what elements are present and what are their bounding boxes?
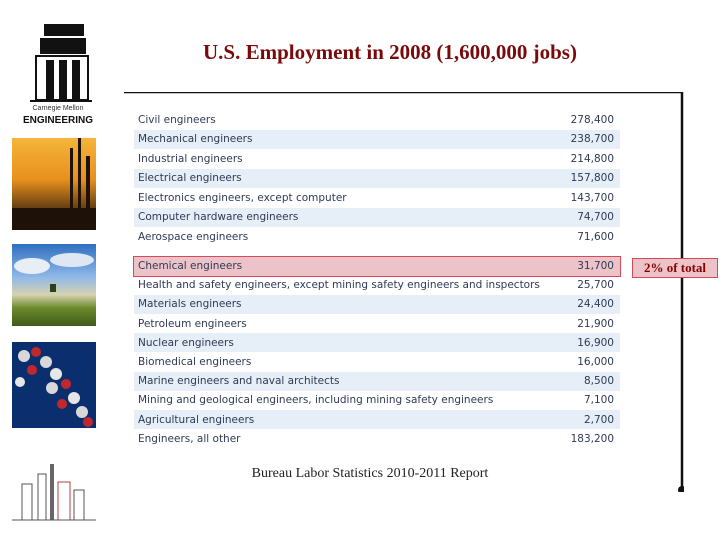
table-row: Marine engineers and naval architects 8,500 [134,372,620,391]
refinery-sunset-photo [12,138,96,230]
percent-callout: 2% of total [632,258,718,278]
source-caption: Bureau Labor Statistics 2010-2011 Report [251,466,489,481]
slide-title: U.S. Employment in 2008 (1,600,000 jobs) [203,40,577,64]
table-row: Health and safety engineers, except mining safety engineers and inspectors 25,700 [134,276,620,295]
table-row: Agricultural engineers 2,700 [134,410,620,429]
table-row: Electrical engineers 157,800 [134,169,620,189]
table-row-highlighted: Chemical engineers 31,700 [134,257,620,276]
table-row: Nuclear engineers 16,900 [134,333,620,352]
molecule-model-photo [12,342,96,428]
table-row: Industrial engineers 214,800 [134,149,620,169]
table-row: Petroleum engineers 21,900 [134,314,620,333]
plant-sketch-image [12,462,96,522]
table-row: Civil engineers 278,400 [134,110,620,130]
svg-text:ENGINEERING: ENGINEERING [22,115,94,126]
table-bottom-group [134,257,620,449]
table-row: Materials engineers 24,400 [134,295,620,314]
table-row: Computer hardware engineers 74,700 [134,208,620,228]
table-row: Engineers, all other 183,200 [134,429,620,448]
table-row: Mining and geological engineers, including mining safety engineers 7,100 [134,391,620,410]
wheat-field-photo [12,244,96,326]
table-row: Aerospace engineers 71,600 [134,227,620,247]
svg-text:Carnegie Mellon: Carnegie Mellon [32,105,84,112]
table-row: Mechanical engineers 238,700 [134,130,620,150]
employment-table [134,110,620,448]
table-row: Electronics engineers, except computer 143,700 [134,188,620,208]
table-row: Biomedical engineers 16,000 [134,352,620,371]
cmu-engineering-logo [22,16,94,128]
table-top-group [134,110,620,247]
